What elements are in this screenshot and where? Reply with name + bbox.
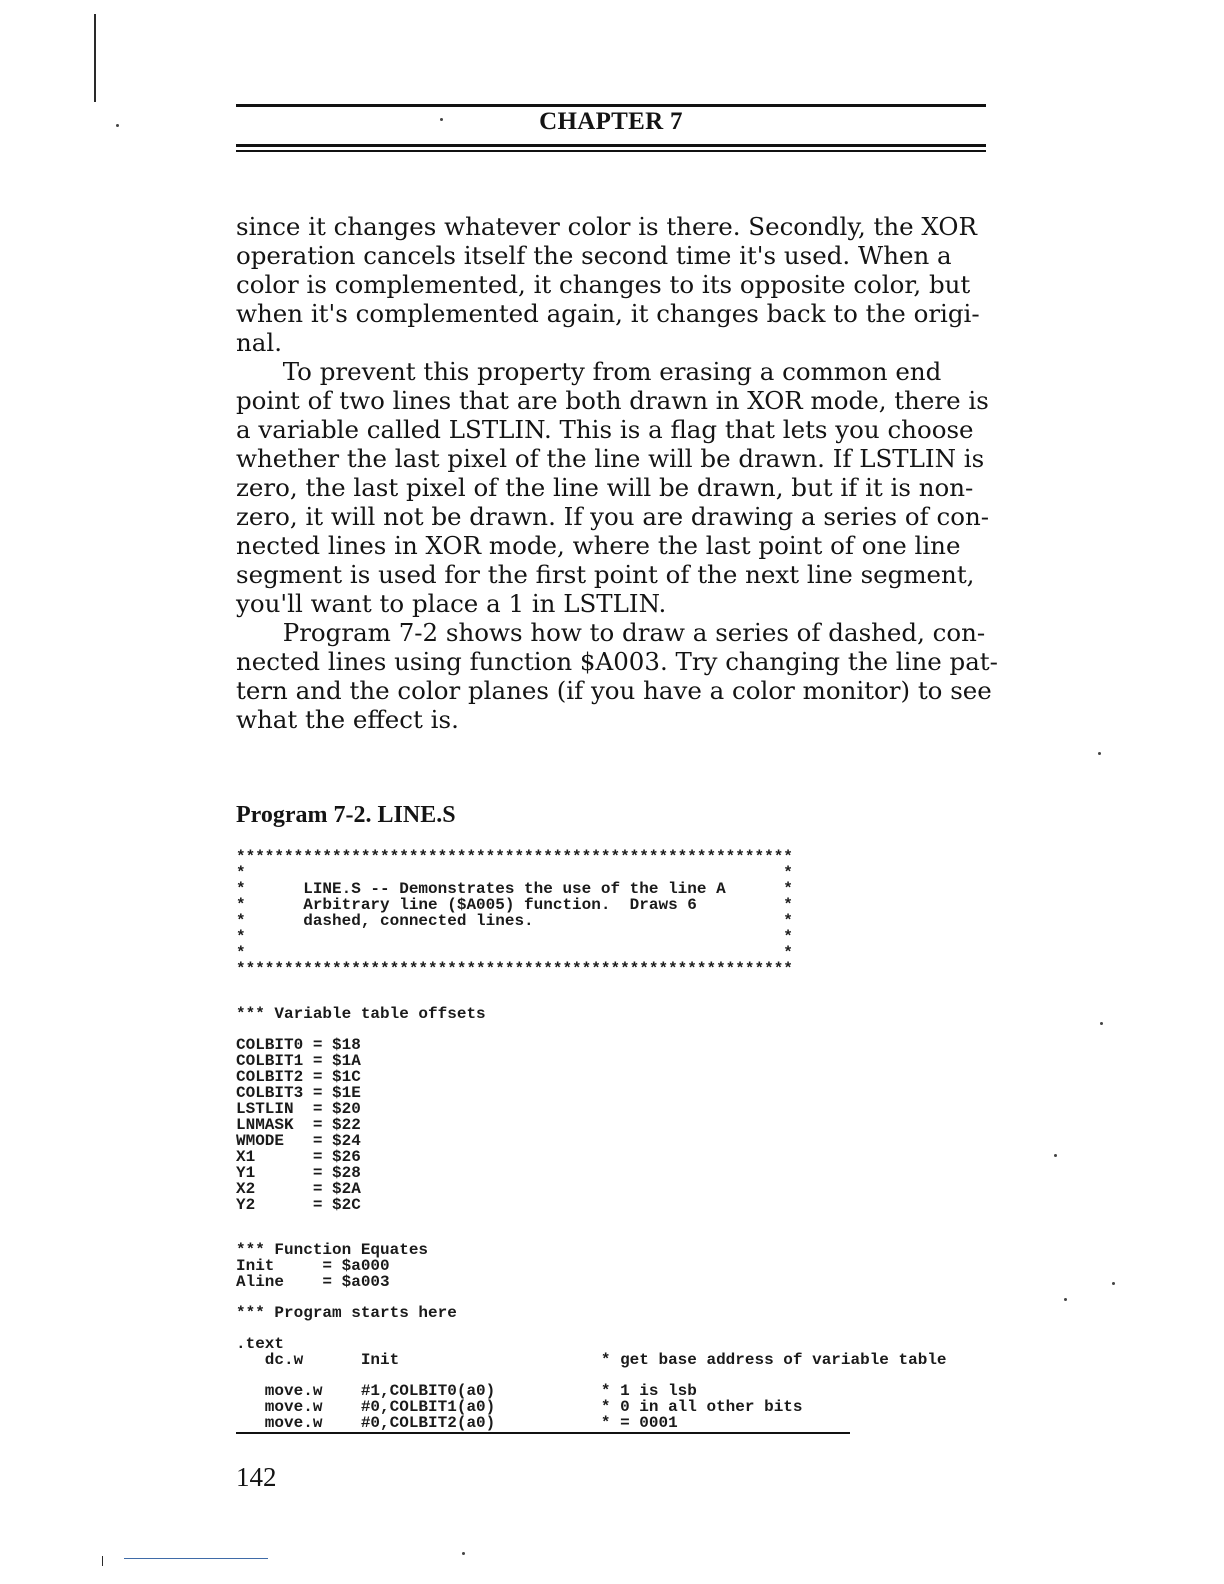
scan-speck: [1054, 1154, 1057, 1157]
program-start-heading: *** Program starts here: [236, 1304, 457, 1322]
scan-speck: [116, 124, 119, 127]
scan-speck: [1100, 1022, 1103, 1025]
header-rule-bottom-double: [236, 150, 986, 152]
paragraph-1: since it changes whatever color is there. Secondly, the XOR operation cancels itself the second time it's used. When a color is complemented, it changes to its opposite color, but when it's complemented again, it changes back to the origi- nal.: [236, 212, 980, 357]
footer-rule: [124, 1558, 268, 1559]
paragraph-2: To prevent this property from erasing a common end point of two lines that are both drawn in XOR mode, there is a variable called LSTLIN. This is a flag that lets you choose whether the last pixel of the line will be drawn. If LSTLIN is zero, the last pixel of the line will be drawn, but if it is non- zero, it will not be drawn. If you are drawing a series of con- nected lines in XOR mode, where the last point of one line segment is used for the first point of the next line segment, you'll want to place a 1 in LSTLIN.: [236, 357, 990, 618]
variable-offsets-list: COLBIT0 = $18 COLBIT1 = $1A COLBIT2 = $1C COLBIT3 = $1E LSTLIN = $20 LNMASK = $22 WMODE = $24 X1 = $26 Y1 = $28 X2 = $2A Y2 = $2C: [236, 1036, 361, 1214]
scan-margin-tick: [102, 1556, 103, 1566]
move-instructions: move.w #1,COLBIT0(a0) * 1 is lsb move.w #0,COLBIT1(a0) * 0 in all other bits move.w #0,COLBIT2(a0) * = 0001: [264, 1382, 803, 1432]
header-rule-top: [236, 104, 986, 107]
scan-speck: [462, 1552, 465, 1555]
text-section-code: .text dc.w Init * get base address of variable table: [236, 1335, 947, 1369]
scan-speck: [1098, 752, 1101, 755]
header-rule-bottom: [236, 144, 986, 147]
function-equates-list: Init = $a000 Aline = $a003: [236, 1257, 390, 1291]
chapter-heading: CHAPTER 7: [539, 108, 683, 135]
body-text: [236, 212, 996, 734]
page-number: 142: [236, 1462, 277, 1492]
scan-speck: [1064, 1298, 1067, 1301]
scan-speck: [1112, 1282, 1115, 1285]
listing-bottom-rule: [236, 1432, 850, 1434]
paragraph-3: Program 7-2 shows how to draw a series of dashed, con- nected lines using function $A003. Try changing the line pat- tern and the color planes (if you have a color monitor) to see what the effect is.: [236, 618, 998, 734]
scan-margin-line: [94, 14, 96, 102]
functions-heading: *** Function Equates: [236, 1241, 429, 1259]
program-title: Program 7-2. LINE.S: [236, 802, 456, 828]
variables-heading: *** Variable table offsets: [236, 1005, 486, 1023]
program-banner-comment: ********************************************************** * * * LINE.S -- Demonstrates the use of the line A * * Arbitrary line ($A005) function. Draws 6 * * dashed, connected lines. * * * * * **********************************************************: [236, 848, 793, 978]
